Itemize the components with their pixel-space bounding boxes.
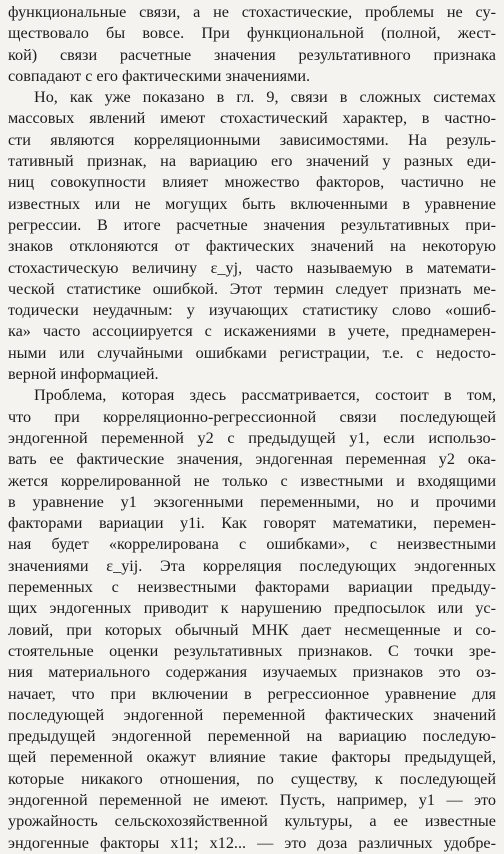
text-line: ка» часто ассоциируется с искажениями в учете, преднамерен- — [8, 322, 496, 341]
text-line: щих эндогенных приводит к нарушению предпосылок или ус- — [8, 599, 496, 618]
text-line: ловий, при которых обычный МНК дает несмещенные и со- — [8, 620, 496, 639]
text-line: ными или случайными ошибками регистрации, т.е. с недосто- — [8, 343, 496, 362]
text-line: ния материального содержания изучаемых признаков это оз- — [8, 663, 496, 682]
text-line: тативный признак, на вариацию его значений у разных еди- — [8, 152, 496, 171]
paragraph-2 — [8, 87, 496, 385]
text-line: ная будет «коррелирована с ошибками», с неизвестными — [8, 535, 496, 554]
text-line: стохастическую величину ε_yj, часто называемую в математи- — [8, 258, 496, 277]
paragraph-3 — [8, 385, 496, 854]
text-line: Но, как уже показано в гл. 9, связи в сложных системах — [34, 88, 496, 107]
text-line: известных или не могущих быть включенными в уравнение — [8, 194, 496, 213]
text-line: в уравнение y1 экзогенными переменными, но и прочими — [8, 492, 496, 511]
text-line: урожайность сельскохозяйственной культуры, а ее известные — [8, 812, 496, 831]
text-line: верной информацией. — [8, 365, 159, 384]
text-line: переменных с неизвестными факторами вариации предыду- — [8, 578, 496, 597]
text-line: эндогенной переменной y2 с предыдущей y1, если использо- — [8, 428, 496, 447]
text-line: эндогенные факторы x11; x12... — это доза различных удобре- — [8, 833, 496, 852]
text-line: стоятельные оценки результативных признаков. С точки зре- — [8, 641, 496, 660]
text-line: щей переменной окажут влияние такие факторы предыдущей, — [8, 748, 496, 767]
text-line: ческой статистике ошибкой. Этот термин следует признать ме- — [8, 279, 496, 298]
text-line: что при корреляционно-регрессионной связи последующей — [8, 407, 496, 426]
text-line: ществовало бы вовсе. При функциональной (полной, жест- — [8, 24, 496, 43]
text-line: ниц совокупности влияет множество факторов, частично не — [8, 173, 496, 192]
text-line: регрессии. В итоге расчетные значения результативных при- — [8, 215, 496, 234]
text-line: Проблема, которая здесь рассматривается, состоит в том, — [34, 386, 496, 405]
text-line: значениями ε_yij. Эта корреляция последующих эндогенных — [8, 556, 496, 575]
paragraph-1 — [8, 2, 496, 87]
text-line: кой) связи расчетные значения результативного признака — [8, 45, 496, 64]
text-line: факторами вариации y1i. Как говорят математики, перемен- — [8, 514, 496, 533]
text-line: сти являются корреляционными зависимостями. На резуль- — [8, 130, 496, 149]
text-line: вать ее фактические значения, эндогенная переменная y2 ока- — [8, 450, 496, 469]
text-line: знаков отклоняются от фактических значений на некоторую — [8, 237, 496, 256]
text-line: жется коррелированной не только с известными и входящими — [8, 471, 496, 490]
text-line: массовых явлений имеют стохастический характер, в частно- — [8, 109, 496, 128]
text-line: функциональные связи, а не стохастические, проблемы не су- — [8, 3, 496, 21]
text-line: совпадают с его фактическими значениями. — [8, 66, 311, 85]
text-line: предыдущей эндогенной переменной на вариацию последую- — [8, 727, 496, 746]
text-line: эндогенной переменной не имеют. Пусть, например, y1 — это — [8, 790, 496, 809]
text-line: тодически неудачным: у изучающих статистику слово «ошиб- — [8, 301, 496, 320]
text-line: начает, что при включении в регрессионное уравнение для — [8, 684, 496, 703]
text-line: последующей эндогенной переменной фактических значений — [8, 705, 496, 724]
text-line: которые никакого отношения, по существу, к последующей — [8, 769, 496, 788]
